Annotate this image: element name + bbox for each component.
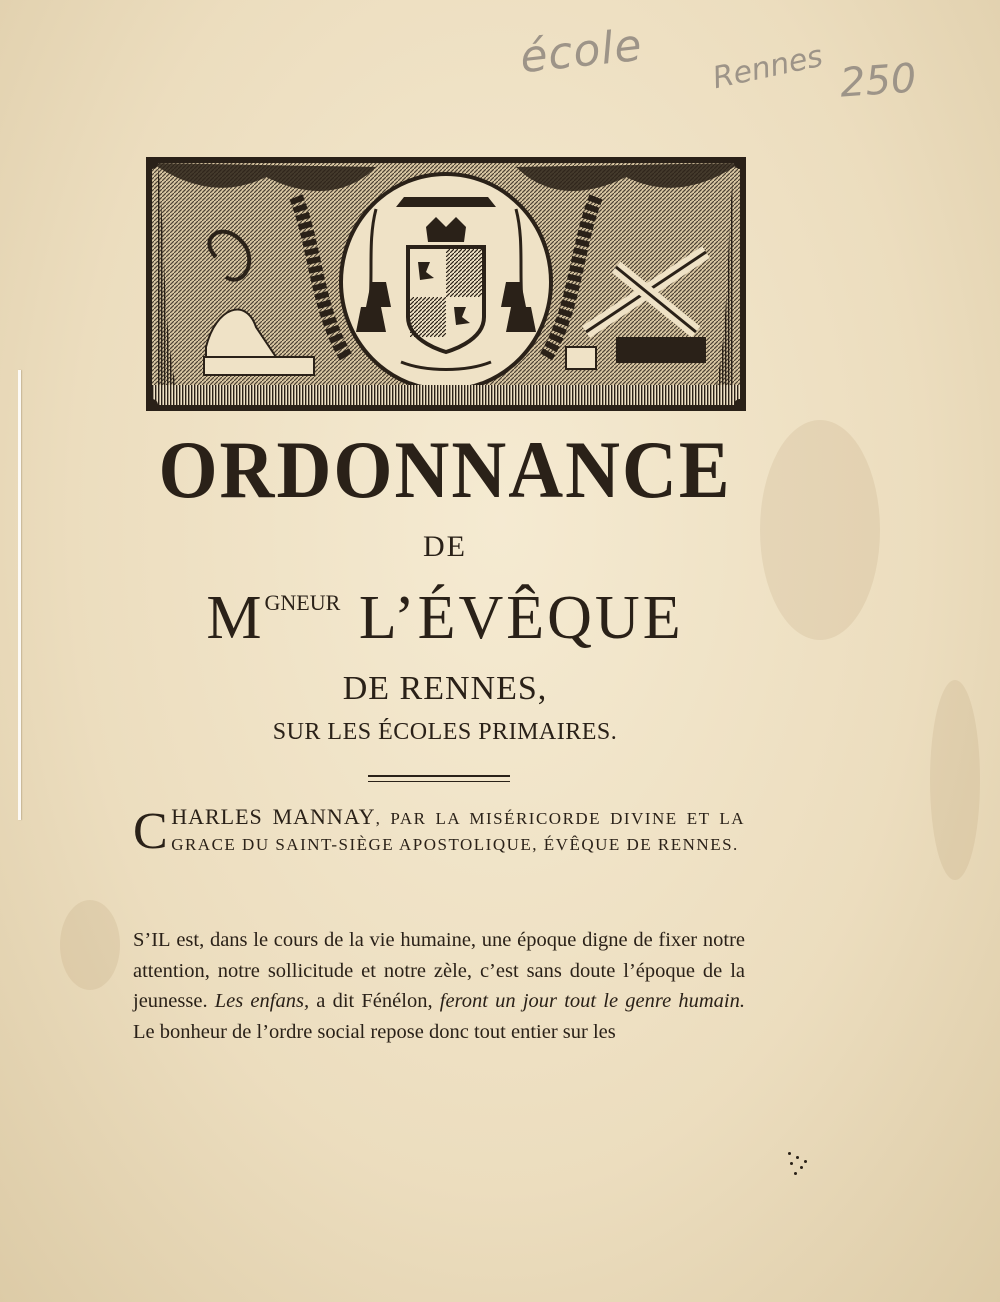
folded-edge [18,370,21,820]
title-monseigneur-eveque [140,583,750,654]
opening-word: S’IL [133,929,171,951]
body-text-1: est, dans le cours de la vie humaine, une époque digne de fixer notre attention, notre sollicitude et notre zèle, c’est sans doute l’époque de la jeunesse. [133,929,745,1012]
title-eveque: L’ÉVÊQUE [358,584,684,652]
pencil-note: école [517,19,645,84]
ink-specks [786,1150,810,1180]
divider-rule [368,775,510,782]
paper-stain [60,900,120,990]
episcopal-coat-of-arms-engraving-icon [146,157,746,411]
title-m: M [206,584,265,652]
title-de: DE [423,530,467,563]
quote-genre-humain: feront un jour tout le genre humain. [439,990,746,1012]
body-text-2: a dit Fénélon, [309,990,440,1012]
quote-les-enfans: Les enfans, [214,990,310,1012]
body-paragraph [133,925,745,1047]
body-text-3: Le bonheur de l’ordre social repose donc tout entier sur les [133,1020,616,1043]
bishop-title: , PAR LA MISÉRICORDE DIVINE ET LA GRACE DU SAINT-SIÈGE APOSTOLIQUE, ÉVÊQUE DE RENNES. [171,809,746,854]
title-ordonnance: ORDONNANCE [158,424,732,516]
title-de-rennes: DE RENNES, [342,670,548,707]
paper-stain [930,680,980,880]
bishop-heading [133,804,745,858]
pencil-note: Rennes [709,38,826,97]
bishop-name: HARLES MANNAY [171,804,376,829]
pencil-note: 250 [838,55,918,107]
drop-cap: C [133,803,170,860]
title-ecoles-primaires: SUR LES ÉCOLES PRIMAIRES. [272,719,618,745]
paper-stain [760,420,880,640]
title-gneur: GNEUR [264,590,341,615]
